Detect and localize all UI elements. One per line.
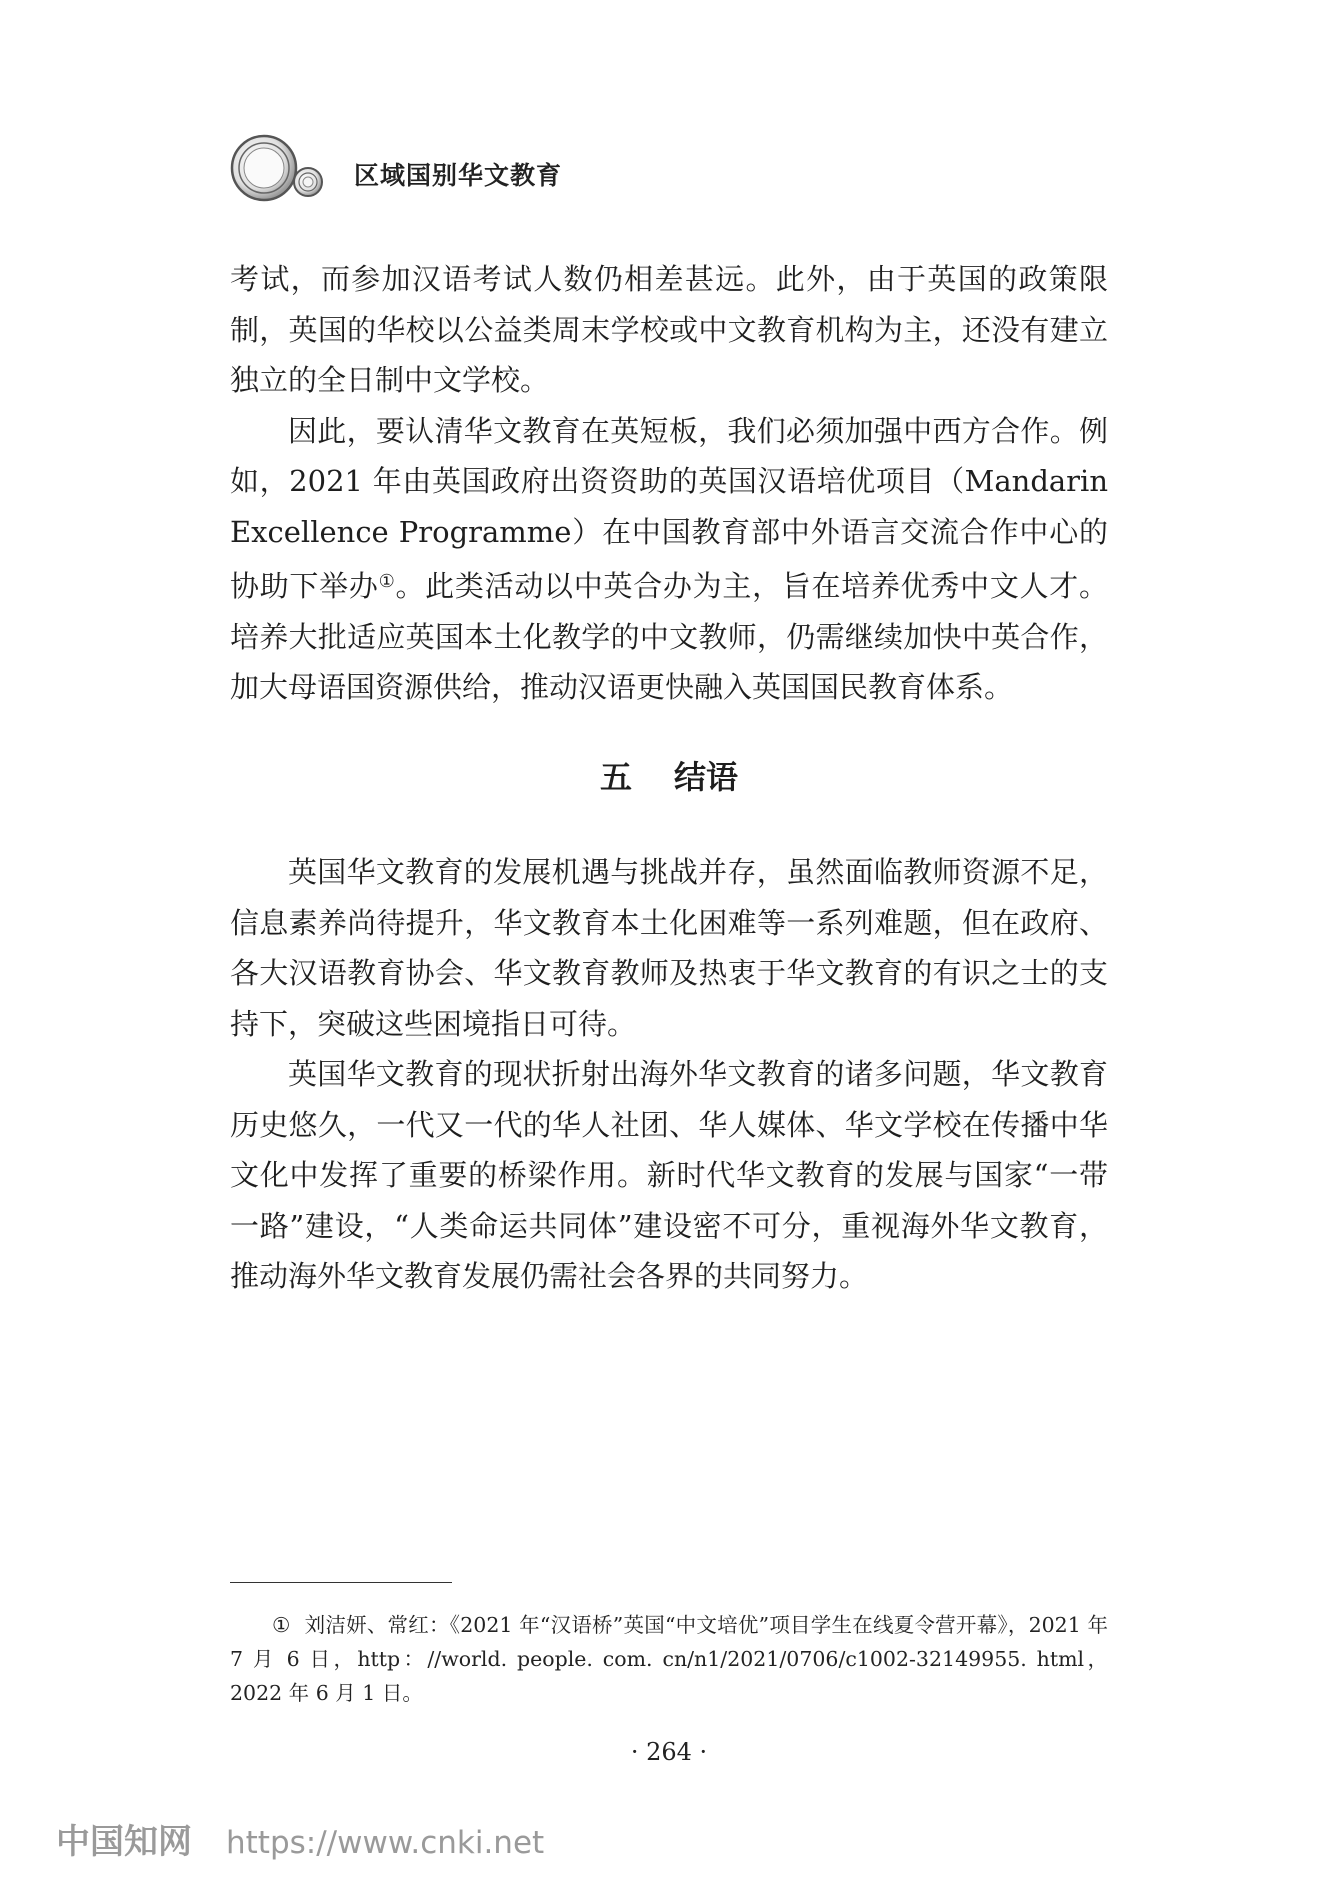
- running-header: [228, 132, 828, 212]
- body-text-block-2: [230, 847, 1108, 1302]
- running-header-title: 区域国别华文教育: [354, 161, 563, 190]
- section-heading: [0, 752, 1338, 798]
- paragraph: [230, 406, 1108, 713]
- paragraph: 英国华文教育的现状折射出海外华文教育的诸多问题，华文教育历史悠久，一代又一代的华人社团、华人媒体、华文学校在传播中华文化中发挥了重要的桥梁作用。新时代华文教育的发展与国家“一带一路”建设，“人类命运共同体”建设密不可分，重视海外华文教育，推动海外华文教育发展仍需社会各界的共同努力。: [230, 1057, 1108, 1293]
- section-number: 五: [599, 758, 632, 796]
- footnote-divider: [230, 1582, 452, 1583]
- footnote-marker[interactable]: ①: [378, 571, 396, 592]
- paragraph: 英国华文教育的发展机遇与挑战并存，虽然面临教师资源不足，信息素养尚待提升，华文教育本土化困难等一系列难题，但在政府、各大汉语教育协会、华文教育教师及热衷于华文教育的有识之士的支持下，突破这些困境指日可待。: [230, 855, 1108, 1041]
- concentric-circles-logo-icon: [228, 132, 348, 212]
- paragraph: 考试，而参加汉语考试人数仍相差甚远。此外，由于英国的政策限制，英国的华校以公益类周末学校或中文教育机构为主，还没有建立独立的全日制中文学校。: [230, 262, 1108, 397]
- page-number: · 264 ·: [630, 1738, 708, 1766]
- section-title: 结语: [674, 758, 739, 796]
- paragraph-text: 。此类活动以中英合办为主，旨在培养优秀中文人才。培养大批适应英国本土化教学的中文教师，仍需继续加快中英合作，加大母语国资源供给，推动汉语更快融入英国国民教育体系。: [230, 569, 1108, 704]
- footnote: [230, 1608, 1108, 1710]
- watermark-site-name: 中国知网: [56, 1822, 192, 1862]
- body-text-block-1: [230, 254, 1108, 713]
- paragraph-text: 因此，要认清华文教育在英短板，我们必须加强中西方合作。例如，2021 年由英国政府出资资助的英国汉语培优项目（Mandarin Excellence Programme）在中国教育部中外语言交流合作中心的协助下举办: [230, 413, 1108, 603]
- footnote-number: ①: [272, 1613, 291, 1637]
- watermark-url[interactable]: https://www.cnki.net: [226, 1825, 545, 1861]
- footnote-text: 刘洁妍、常红：《2021 年“汉语桥”英国“中文培优”项目学生在线夏令营开幕》，2021 年 7 月 6 日，http：//world. people. com. cn/n1/2021/0706/c1002-32149955. html，2022 年 6 月 1 日。: [230, 1613, 1108, 1705]
- watermark: [56, 1814, 544, 1863]
